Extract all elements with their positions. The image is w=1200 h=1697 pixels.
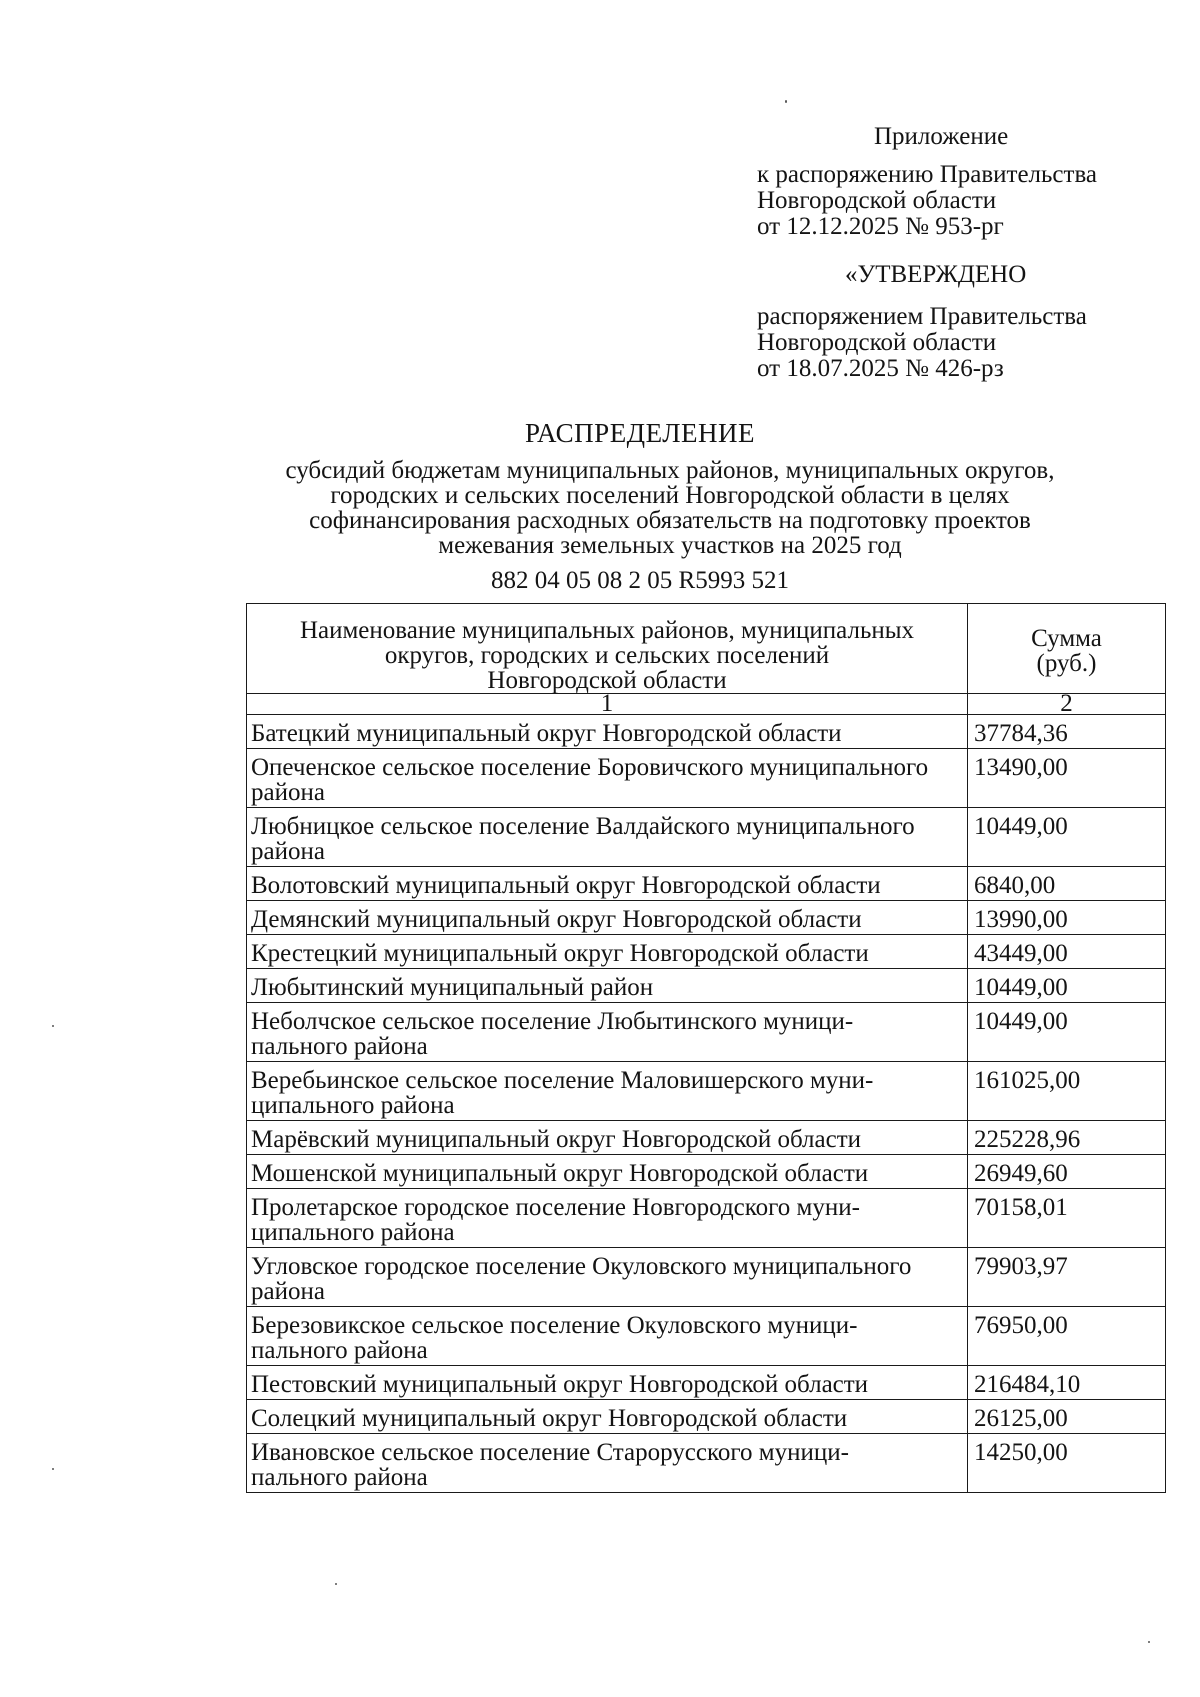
header-name-line: округов, городских и сельских поселений (384, 642, 830, 669)
municipality-name-line: пального района (251, 1337, 428, 1364)
amount-cell: 13990,00 (968, 901, 1166, 935)
municipality-name-line: пального района (251, 1464, 428, 1491)
document-heading: РАСПРЕДЕЛЕНИЕ (524, 418, 756, 448)
scan-speck (52, 1025, 54, 1027)
municipality-name-line: Крестецкий муниципальный округ Новгородской области (251, 940, 869, 967)
distribution-table (246, 603, 1166, 1493)
municipality-name-cell (247, 1434, 968, 1493)
table-row (247, 1155, 1166, 1189)
municipality-name-line: Любницкое сельское поселение Валдайского муниципального (251, 813, 915, 840)
municipality-name-line: района (251, 838, 325, 865)
document-subtitle (240, 458, 1100, 558)
amount-cell: 13490,00 (968, 749, 1166, 808)
municipality-name-line: Волотовский муниципальный округ Новгородской области (251, 872, 881, 899)
approval-block (757, 262, 1157, 382)
municipality-name-line: ципального района (251, 1092, 455, 1119)
header-sum-line: (руб.) (1036, 650, 1097, 677)
header-sum-line: Сумма (1031, 625, 1102, 652)
table-row (247, 1121, 1166, 1155)
municipality-name-line: Любытинский муниципальный район (251, 974, 654, 1001)
subtitle-line: субсидий бюджетам муниципальных районов, муниципальных округов, (285, 457, 1055, 484)
municipality-name-cell (247, 969, 968, 1003)
scan-speck (1148, 1641, 1150, 1643)
amount-cell: 26949,60 (968, 1155, 1166, 1189)
municipality-name-line: Ивановское сельское поселение Старорусского муници- (251, 1439, 849, 1466)
amount-cell: 10449,00 (968, 969, 1166, 1003)
approval-line: от 18.07.2025 № 426-рз (757, 355, 1004, 382)
header-name-cell (247, 604, 968, 694)
table-row (247, 749, 1166, 808)
subtitle-line: софинансирования расходных обязательств на подготовку проектов (309, 507, 1031, 534)
amount-cell: 10449,00 (968, 1003, 1166, 1062)
column-number-row (247, 694, 1166, 715)
table-row (247, 1307, 1166, 1366)
municipality-name-cell (247, 1155, 968, 1189)
municipality-name-line: Березовикское сельское поселение Окуловского муници- (251, 1312, 858, 1339)
approval-title: «УТВЕРЖДЕНО (845, 261, 1027, 288)
table-row (247, 1248, 1166, 1307)
municipality-name-cell (247, 901, 968, 935)
amount-cell: 225228,96 (968, 1121, 1166, 1155)
municipality-name-cell (247, 1366, 968, 1400)
municipality-name-line: Угловское городское поселение Окуловского муниципального (251, 1253, 912, 1280)
table-row (247, 867, 1166, 901)
header-name-line: Наименование муниципальных районов, муниципальных (299, 617, 915, 644)
amount-cell: 79903,97 (968, 1248, 1166, 1307)
amount-cell: 70158,01 (968, 1189, 1166, 1248)
municipality-name-line: Пролетарское городское поселение Новгородского муни- (251, 1194, 860, 1221)
appendix-line: от 12.12.2025 № 953-рг (757, 213, 1004, 240)
municipality-name-cell (247, 935, 968, 969)
table-row (247, 1003, 1166, 1062)
municipality-name-cell (247, 1248, 968, 1307)
table-row (247, 715, 1166, 749)
municipality-name-line: ципального района (251, 1219, 455, 1246)
amount-cell: 10449,00 (968, 808, 1166, 867)
municipality-name-line: Марёвский муниципальный округ Новгородской области (251, 1126, 862, 1153)
municipality-name-cell (247, 1121, 968, 1155)
table-row (247, 808, 1166, 867)
appendix-title: Приложение (874, 123, 1009, 150)
amount-cell: 26125,00 (968, 1400, 1166, 1434)
scan-speck (52, 1468, 54, 1470)
municipality-name-line: Опеченское сельское поселение Боровичского муниципального (251, 754, 929, 781)
municipality-name-line: пального района (251, 1033, 428, 1060)
approval-line: Новгородской области (757, 329, 997, 356)
municipality-name-cell (247, 749, 968, 808)
municipality-name-cell (247, 867, 968, 901)
municipality-name-cell (247, 1307, 968, 1366)
table-row (247, 1400, 1166, 1434)
municipality-name-line: района (251, 1278, 325, 1305)
municipality-name-cell (247, 715, 968, 749)
municipality-name-cell (247, 1400, 968, 1434)
table-row (247, 1366, 1166, 1400)
appendix-line: Новгородской области (757, 187, 997, 214)
table-row (247, 1062, 1166, 1121)
municipality-name-line: Демянский муниципальный округ Новгородской области (251, 906, 862, 933)
table-header-row (247, 604, 1166, 694)
budget-code: 882 04 05 08 2 05 R5993 521 (491, 567, 789, 594)
scan-speck (785, 100, 787, 103)
municipality-name-line: Неболчское сельское поселение Любытинского муници- (251, 1008, 854, 1035)
municipality-name-line: Веребьинское сельское поселение Маловишерского муни- (251, 1067, 874, 1094)
municipality-name-cell (247, 808, 968, 867)
subtitle-line: городских и сельских поселений Новгородской области в целях (330, 482, 1010, 509)
amount-cell: 43449,00 (968, 935, 1166, 969)
table-row (247, 935, 1166, 969)
amount-cell: 161025,00 (968, 1062, 1166, 1121)
amount-cell: 216484,10 (968, 1366, 1166, 1400)
municipality-name-line: Солецкий муниципальный округ Новгородской области (251, 1405, 848, 1432)
appendix-block (757, 124, 1157, 240)
municipality-name-line: Мошенской муниципальный округ Новгородской области (251, 1160, 869, 1187)
scan-speck (335, 1583, 337, 1585)
municipality-name-line: Пестовский муниципальный округ Новгородской области (251, 1371, 869, 1398)
header-sum-cell (968, 604, 1166, 694)
amount-cell: 76950,00 (968, 1307, 1166, 1366)
municipality-name-line: района (251, 779, 325, 806)
amount-cell: 14250,00 (968, 1434, 1166, 1493)
municipality-name-cell (247, 1062, 968, 1121)
subtitle-line: межевания земельных участков на 2025 год (438, 532, 902, 559)
table-body (247, 715, 1166, 1493)
table-row (247, 901, 1166, 935)
approval-line: распоряжением Правительства (757, 303, 1087, 330)
amount-cell: 6840,00 (968, 867, 1166, 901)
column-number: 1 (247, 694, 968, 715)
appendix-line: к распоряжению Правительства (757, 161, 1098, 188)
municipality-name-line: Батецкий муниципальный округ Новгородской области (251, 720, 842, 747)
column-number: 2 (968, 694, 1166, 715)
amount-cell: 37784,36 (968, 715, 1166, 749)
municipality-name-cell (247, 1003, 968, 1062)
municipality-name-cell (247, 1189, 968, 1248)
table-row (247, 1189, 1166, 1248)
header-name-line: Новгородской области (487, 667, 727, 694)
table-row (247, 969, 1166, 1003)
table-row (247, 1434, 1166, 1493)
